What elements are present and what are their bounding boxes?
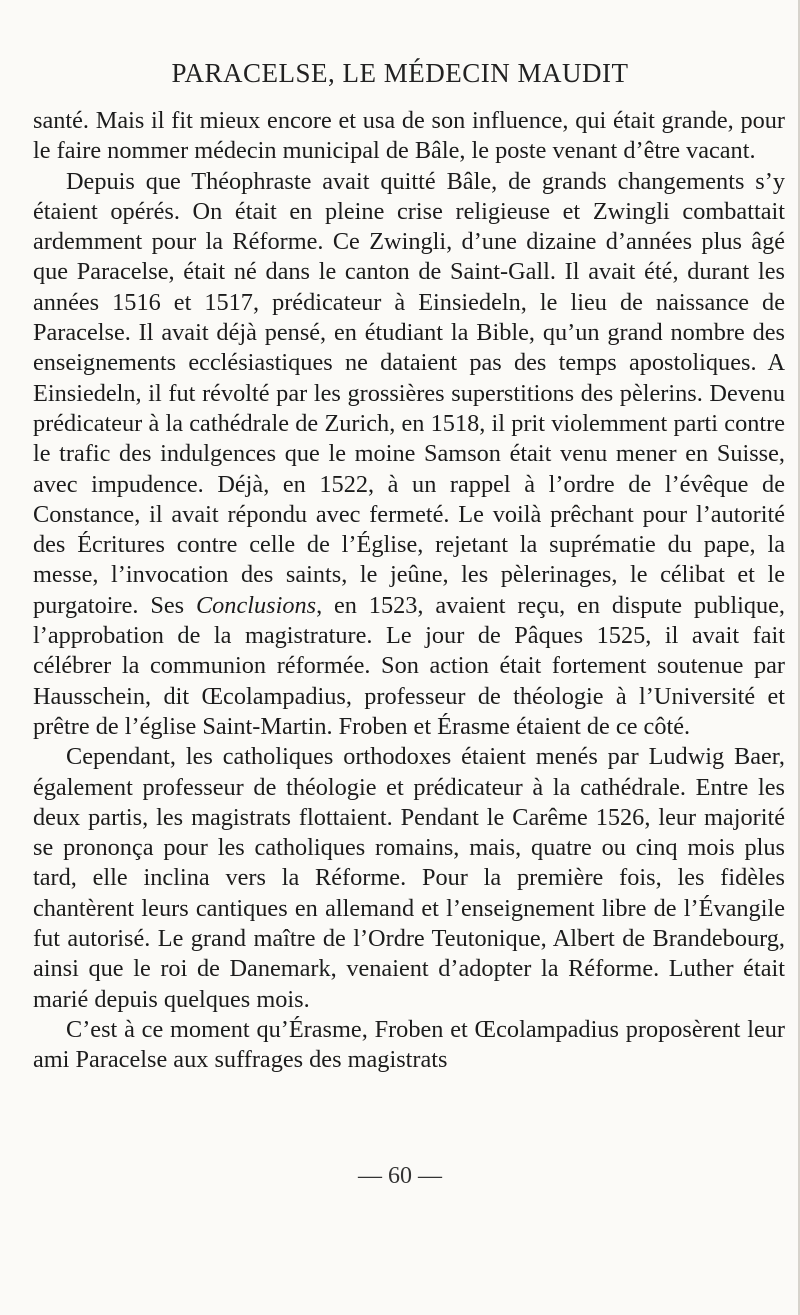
paragraph-2	[33, 167, 785, 743]
paragraph-2-text: Depuis que Théophraste avait quitté Bâle, de grands changements s’y étaient opérés. On était en pleine crise religieuse et Zwingli combattait ardemment pour la Réforme. Ce Zwingli, d’une dizaine d’années plus âgé que Paracelse, était né dans le canton de Saint-Gall. Il avait été, durant les années 1516 et 1517, prédicateur à Einsiedeln, le lieu de naissance de Paracelse. Il avait déjà pensé, en étudiant la Bible, qu’un grand nombre des enseignements ecclésiastiques ne dataient pas des temps apostoliques. A Einsiedeln, il fut révolté par les grossières superstitions des pèlerins. Devenu prédicateur à la cathédrale de Zurich, en 1518, il prit violemment parti contre le trafic des indulgences que le moine Samson était venu mener en Suisse, avec impudence. Déjà, en 1522, à un rappel à l’ordre de l’évêque de Constance, il avait répondu avec fermeté. Le voilà prêchant pour l’autorité des Écritures contre celle de l’Église, rejetant la suprématie du pape, la messe, l’invocation des saints, le jeûne, les pèlerinages, le célibat et le purgatoire. Ses	[33, 167, 785, 619]
running-title: PARACELSE, LE MÉDECIN MAUDIT	[171, 58, 629, 88]
paragraph-3: Cependant, les catholiques orthodoxes étaient menés par Ludwig Baer, également professeur de théologie et prédicateur à la cathédrale. Entre les deux partis, les magistrats flottaient. Pendant le Carême 1526, leur majorité se prononça pour les catholiques romains, mais, quatre ou cinq mois plus tard, elle inclina vers la Réforme. Pour la première fois, les fidèles chantèrent leurs cantiques en allemand et l’enseignement libre de l’Évangile fut autorisé. Le grand maître de l’Ordre Teutonique, Albert de Brandebourg, ainsi que le roi de Danemark, venaient d’adopter la Réforme. Luther était marié depuis quelques mois.	[33, 743, 785, 1013]
paragraph-2-tail: , en 1523, avaient reçu, en dispute publique, l’approbation de la magistrature. Le jour de Pâques 1525, il avait fait célébrer la communion réformée. Son action était fortement soutenue par Hausschein, dit Œcolampadius, professeur de théologie à l’Université et prêtre de l’église Saint-Martin. Froben et Érasme étaient de ce côté.	[33, 591, 785, 740]
paragraph-1: santé. Mais il fit mieux encore et usa de son influence, qui était grande, pour le faire nommer médecin municipal de Bâle, le poste venant d’être vacant.	[33, 107, 785, 165]
paragraph-4: C’est à ce moment qu’Érasme, Froben et Œcolampadius proposèrent leur ami Paracelse aux suffrages des magistrats	[33, 1015, 785, 1074]
page-number: — 60 —	[358, 1163, 442, 1189]
body-text	[33, 106, 785, 1076]
italic-term-conclusions: Conclusions	[195, 591, 317, 619]
